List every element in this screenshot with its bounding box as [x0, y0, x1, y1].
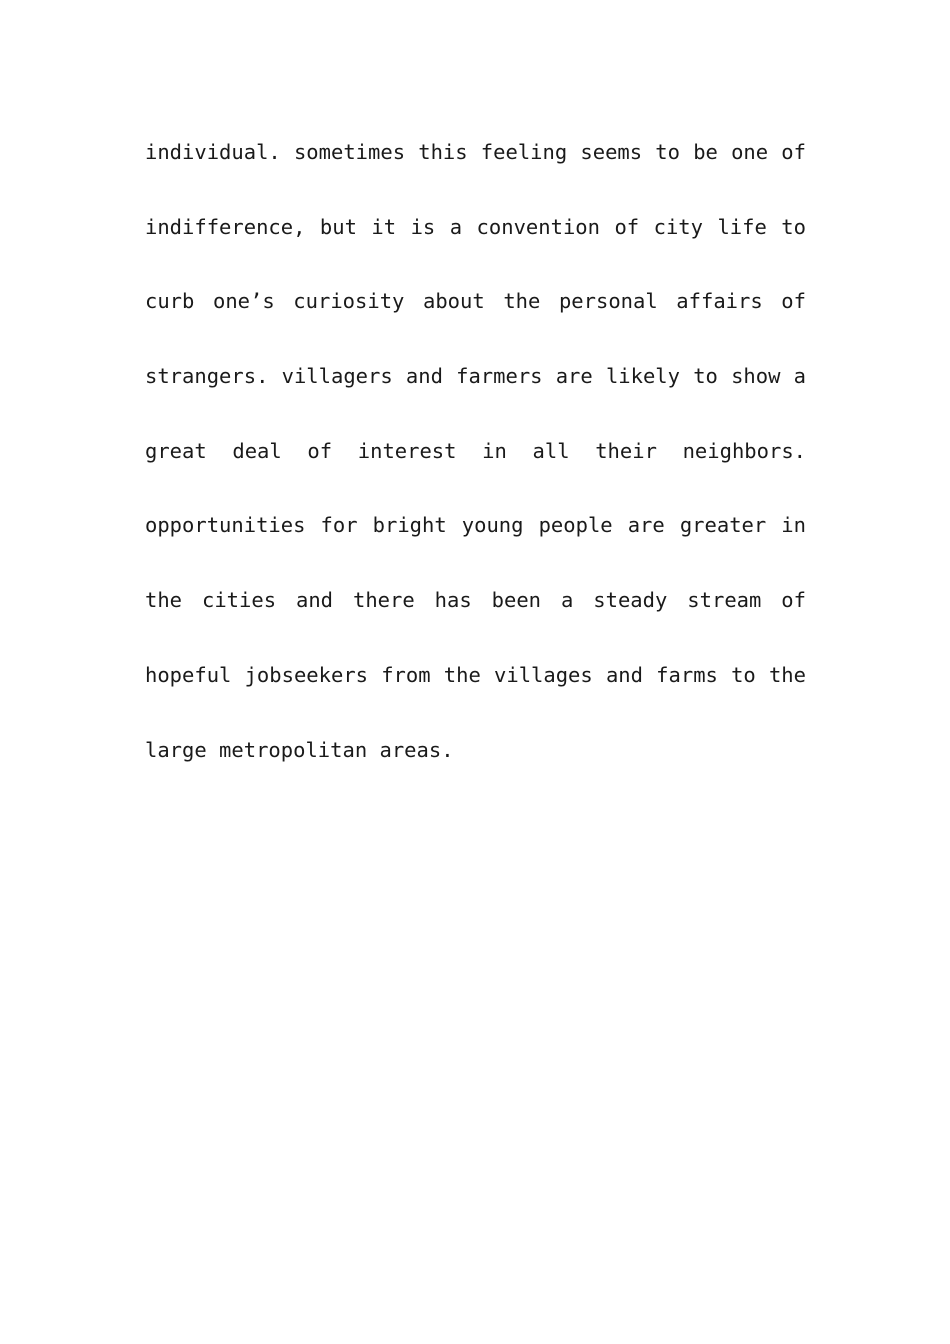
text-line-9: large metropolitan areas. — [145, 737, 454, 762]
text-line-6: opportunities for bright young people are greater in — [145, 513, 806, 538]
text-line-1: individual. sometimes this feeling seems to be one of — [145, 140, 806, 164]
text-line-8: hopeful jobseekers from the villages and farms to the — [145, 662, 806, 687]
text-line-4: strangers. villagers and farmers are likely to show a — [145, 364, 806, 389]
text-line-5: great deal of interest in all their neighbors. — [145, 438, 806, 463]
text-line-2: indifference, but it is a convention of city life to — [145, 214, 806, 239]
text-line-7: the cities and there has been a steady stream of — [145, 588, 806, 613]
text-line-3: curb one’s curiosity about the personal affairs of — [145, 289, 806, 314]
body-paragraph — [145, 130, 806, 802]
